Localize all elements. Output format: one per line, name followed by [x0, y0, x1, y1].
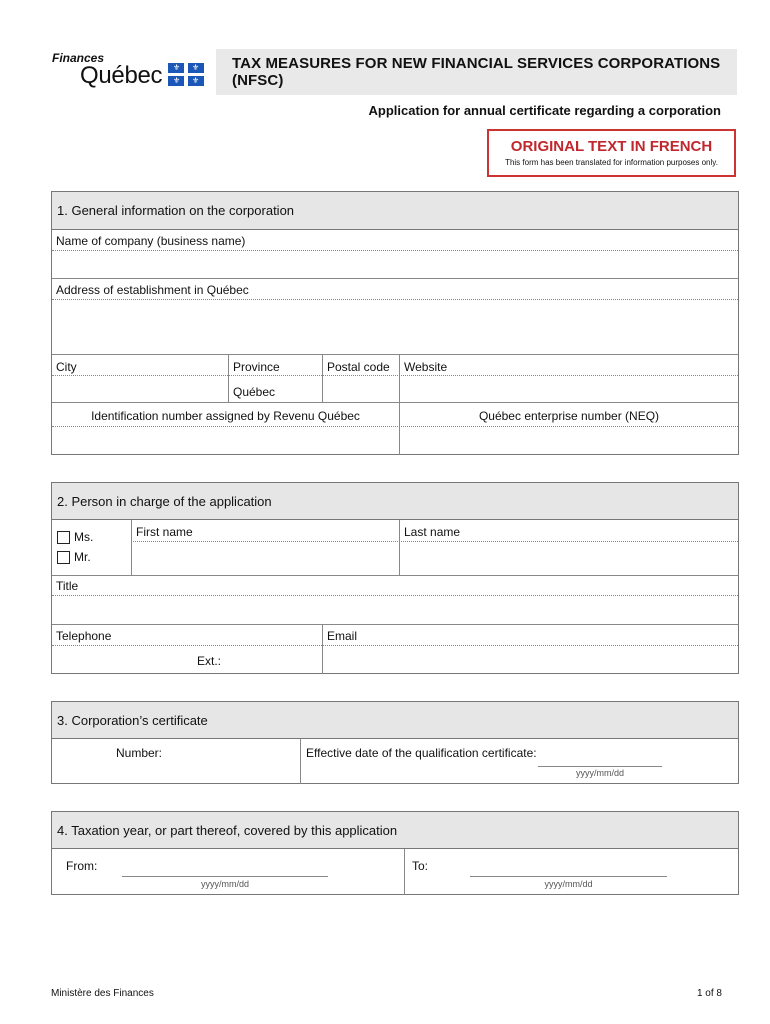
- company-name-label: Name of company (business name): [56, 234, 246, 248]
- postal-code-field[interactable]: [322, 376, 399, 402]
- neq-label: Québec enterprise number (NEQ): [478, 409, 660, 423]
- certificate-number-field[interactable]: [172, 740, 300, 784]
- certificate-number-label: Number:: [116, 746, 163, 760]
- mr-checkbox[interactable]: [57, 551, 70, 564]
- rq-id-field[interactable]: [52, 427, 399, 455]
- city-field[interactable]: [52, 376, 228, 402]
- section-2-heading: 2. Person in charge of the application: [52, 483, 738, 520]
- to-date-field[interactable]: [470, 850, 667, 876]
- address-field[interactable]: [52, 300, 738, 354]
- title-field[interactable]: [52, 596, 738, 624]
- telephone-field[interactable]: [52, 646, 192, 674]
- effective-date-field[interactable]: [538, 740, 662, 766]
- section-corporation-certificate: [51, 701, 739, 784]
- extension-field[interactable]: [227, 646, 322, 674]
- to-label: To:: [412, 859, 429, 873]
- neq-field[interactable]: [399, 427, 738, 455]
- effective-date-hint: yyyy/mm/dd: [575, 768, 624, 778]
- telephone-label: Telephone: [56, 629, 112, 643]
- ms-checkbox[interactable]: [57, 531, 70, 544]
- section-taxation-year: [51, 811, 739, 895]
- footer-page-number: 1 of 8: [696, 988, 722, 999]
- website-field[interactable]: [399, 376, 738, 402]
- original-text-title: ORIGINAL TEXT IN FRENCH: [510, 138, 713, 155]
- original-text-notice: [487, 129, 736, 177]
- from-date-field[interactable]: [122, 850, 328, 876]
- form-subtitle: Application for annual certificate regarding a corporation: [368, 103, 721, 118]
- section-person-in-charge: [51, 482, 739, 674]
- form-title: TAX MEASURES FOR NEW FINANCIAL SERVICES CORPORATIONS (NFSC): [216, 49, 737, 95]
- first-name-label: First name: [136, 525, 193, 539]
- postal-code-label: Postal code: [327, 360, 390, 374]
- footer-ministry: Ministère des Finances: [51, 988, 154, 999]
- to-date-hint: yyyy/mm/dd: [544, 879, 593, 889]
- section-1-heading: 1. General information on the corporation: [52, 192, 738, 230]
- from-date-hint: yyyy/mm/dd: [200, 879, 249, 889]
- ms-label: Ms.: [74, 530, 94, 544]
- website-label: Website: [404, 360, 448, 374]
- section-4-heading: 4. Taxation year, or part thereof, covered by this application: [52, 812, 738, 849]
- extension-label: Ext.:: [197, 654, 222, 668]
- province-value: Québec: [233, 385, 276, 399]
- email-label: Email: [327, 629, 358, 643]
- quebec-flag-icon: ⚜ ⚜ ⚜ ⚜: [168, 63, 204, 86]
- address-label: Address of establishment in Québec: [56, 283, 249, 297]
- email-field[interactable]: [322, 646, 738, 674]
- rq-id-label: Identification number assigned by Revenu Québec: [91, 409, 360, 423]
- from-label: From:: [66, 859, 98, 873]
- city-label: City: [56, 360, 77, 374]
- last-name-field[interactable]: [399, 542, 738, 575]
- logo-finances-text: Finances: [52, 51, 105, 65]
- last-name-label: Last name: [404, 525, 461, 539]
- company-name-field[interactable]: [52, 251, 738, 278]
- logo-quebec-text: Québec: [80, 62, 163, 89]
- original-text-note: This form has been translated for information purposes only.: [505, 158, 718, 167]
- title-label: Title: [56, 579, 79, 593]
- first-name-field[interactable]: [131, 542, 399, 575]
- effective-date-label: Effective date of the qualification certificate:: [306, 746, 537, 760]
- province-label: Province: [233, 360, 280, 374]
- section-general-information: [51, 191, 739, 455]
- section-3-heading: 3. Corporation’s certificate: [52, 702, 738, 739]
- mr-label: Mr.: [74, 550, 91, 564]
